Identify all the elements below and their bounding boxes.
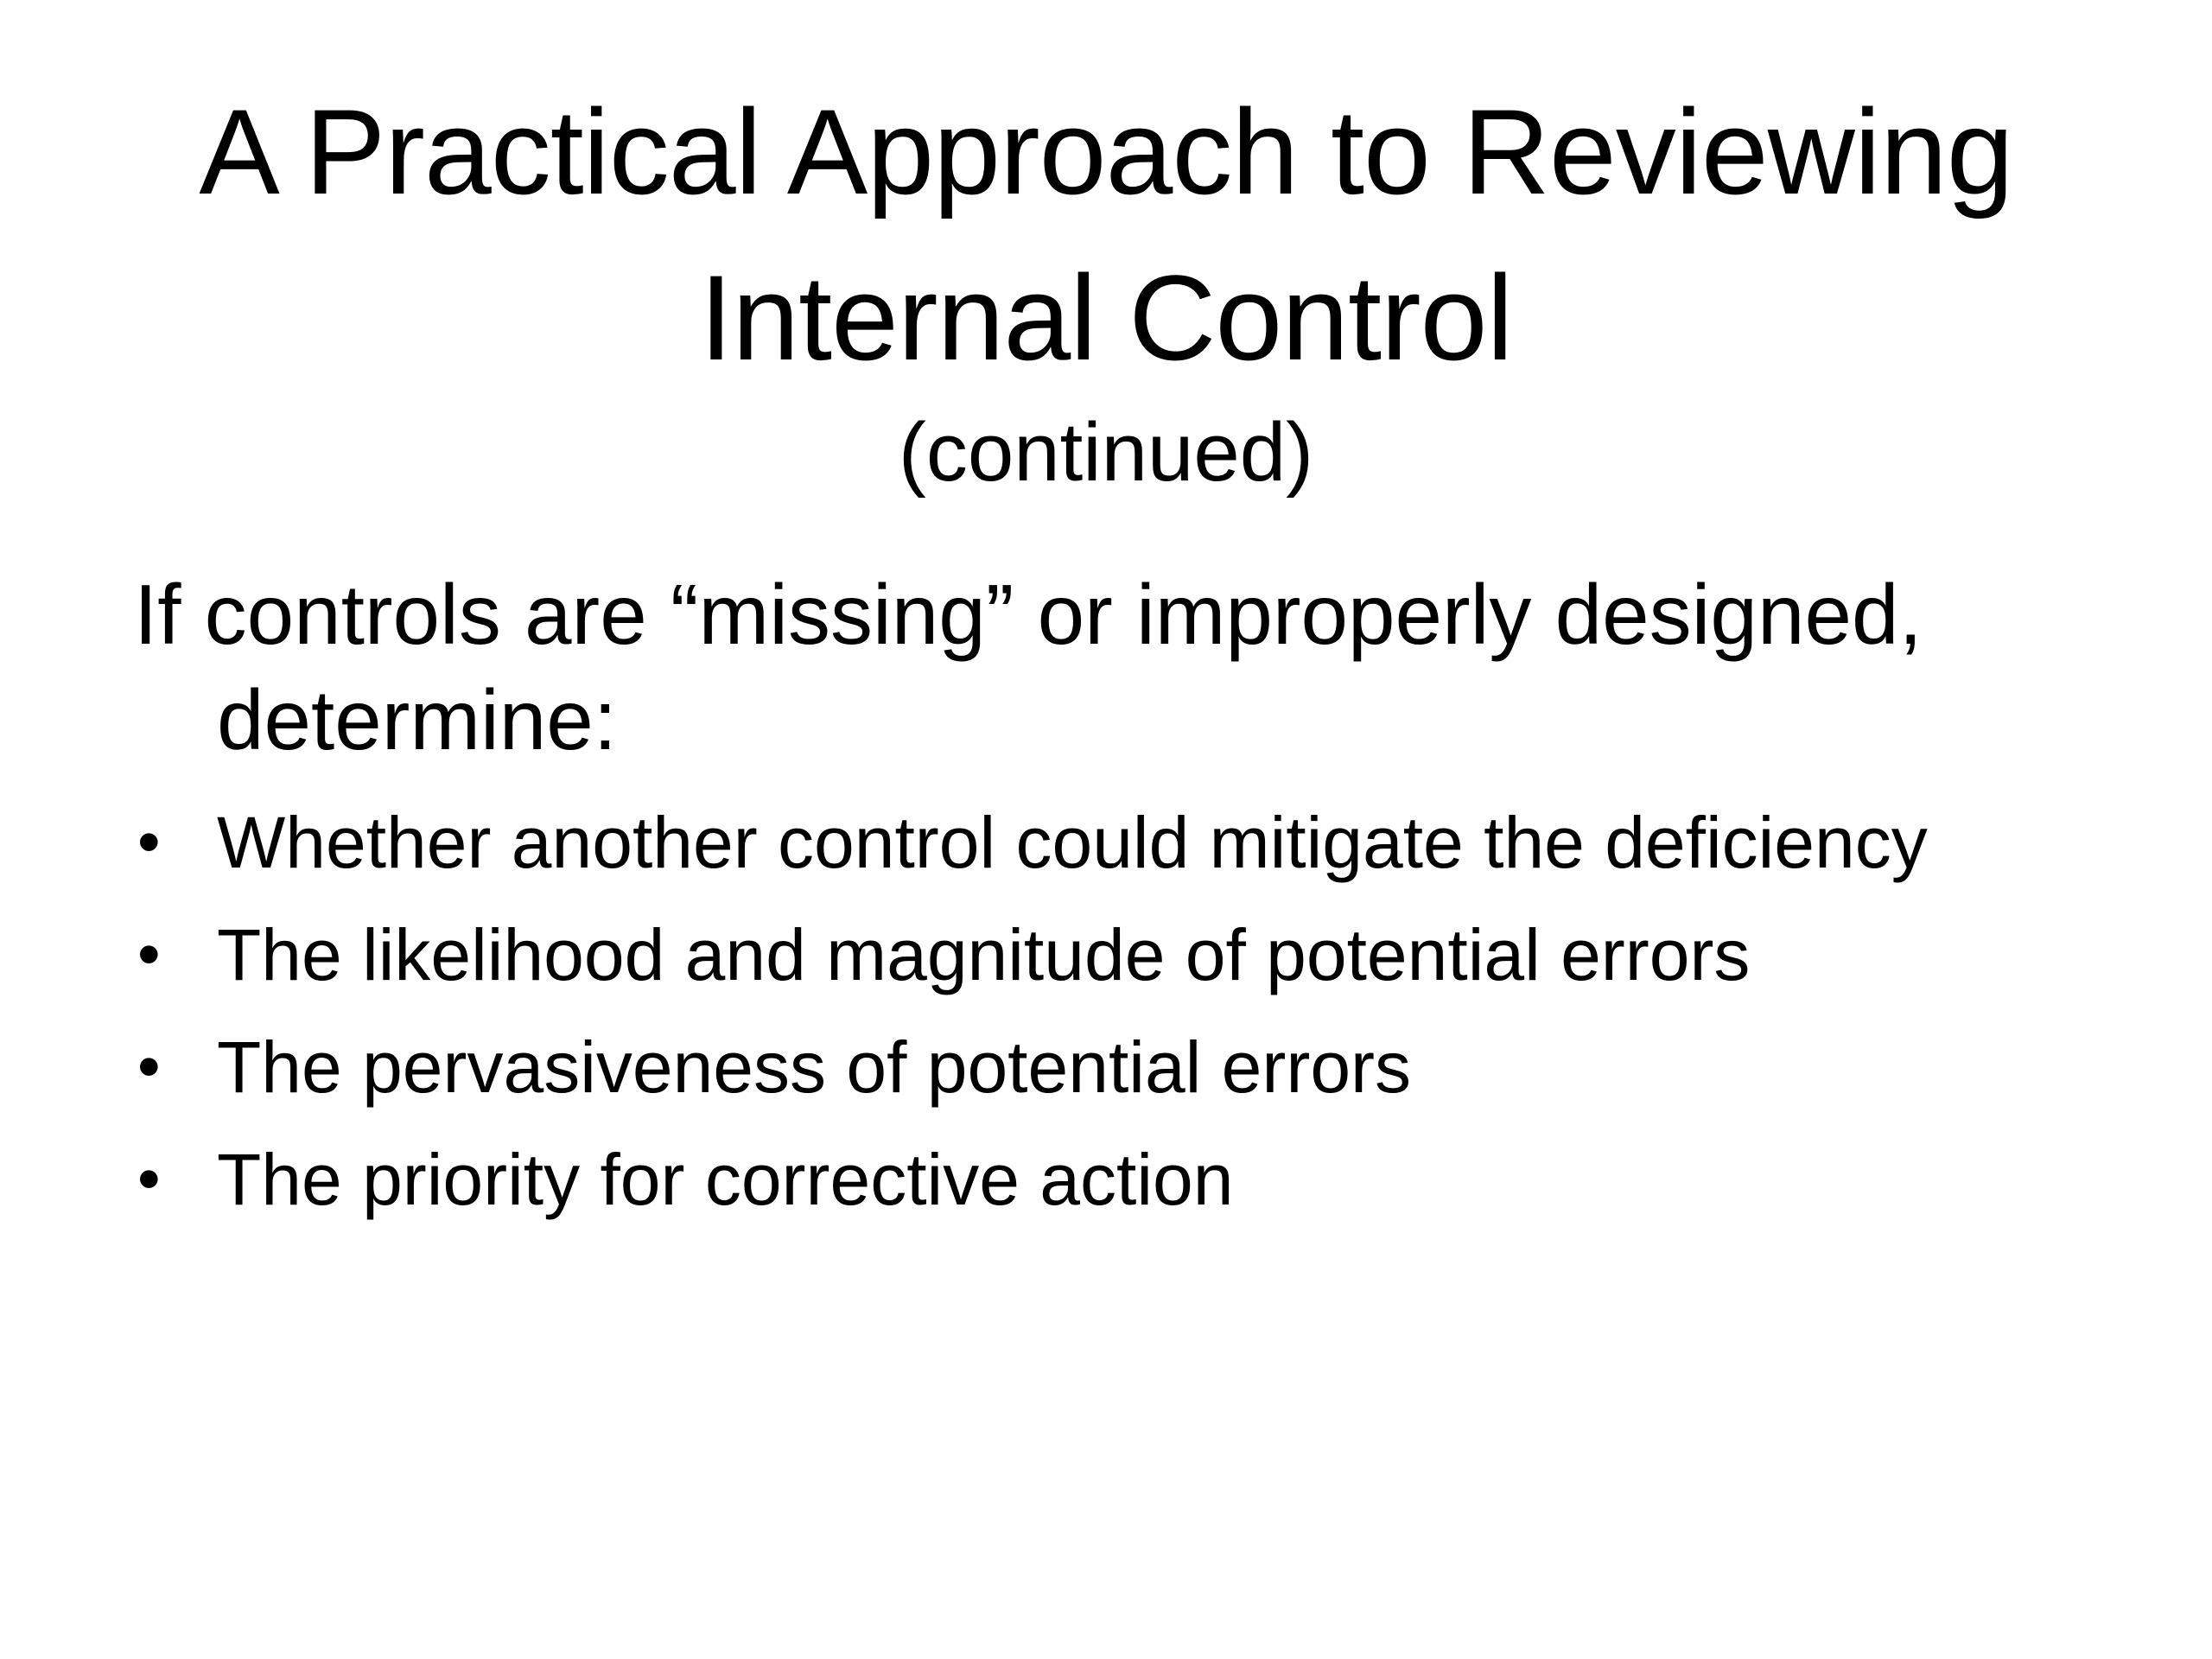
bullet-icon: • [137, 918, 161, 991]
title-line-2: Internal Control [699, 250, 1513, 385]
bullet-item [134, 797, 2121, 888]
bullet-icon: • [137, 1030, 161, 1103]
slide-body [134, 562, 2121, 1246]
slide-subtitle: (continued) [898, 406, 1314, 499]
bullet-item [134, 909, 2121, 1001]
bullet-icon: • [137, 1142, 161, 1216]
bullet-icon: • [137, 805, 161, 879]
bullet-text: The priority for corrective action [217, 1139, 1234, 1220]
bullet-item [134, 1134, 2121, 1225]
bullet-text: Whether another control could mitigate the deficiency [217, 802, 1928, 883]
title-line-1: A Practical Approach to Reviewing [199, 84, 2013, 219]
slide-title [0, 69, 2212, 505]
intro-text: If controls are “missing” or improperly designed, determine: [134, 567, 1923, 767]
bullet-item [134, 1021, 2121, 1113]
bullet-list [134, 797, 2121, 1225]
bullet-text: The likelihood and magnitude of potential errors [217, 914, 1751, 995]
bullet-text: The pervasiveness of potential errors [217, 1027, 1412, 1108]
